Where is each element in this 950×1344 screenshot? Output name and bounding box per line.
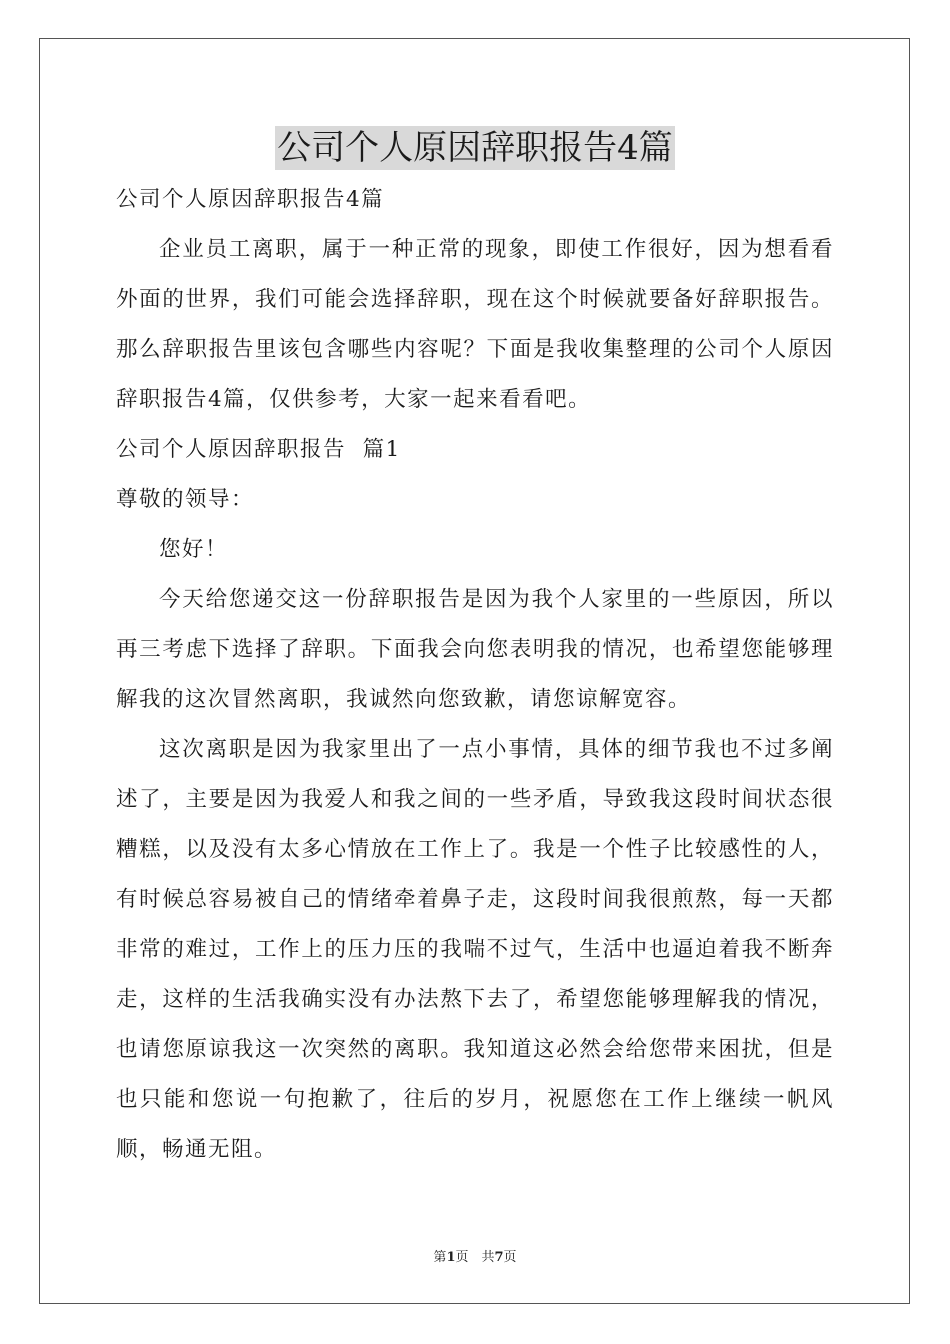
intro-paragraph: 企业员工离职，属于一种正常的现象，即使工作很好，因为想看看外面的世界，我们可能会选择辞职，现在这个时候就要备好辞职报告。那么辞职报告里该包含哪些内容呢？下面是我收集整理的公司个人原因辞职报告4篇，仅供参考，大家一起来看看吧。 <box>116 237 834 412</box>
document-subtitle: 公司个人原因辞职报告4篇 <box>116 187 385 212</box>
footer-prefix: 第 <box>433 1250 447 1265</box>
salutation: 尊敬的领导： <box>116 487 255 512</box>
footer-mid: 页 共 <box>455 1250 495 1265</box>
footer-current-page: 1 <box>446 1250 456 1265</box>
body-paragraph-2: 这次离职是因为我家里出了一点小事情，具体的细节我也不过多阐述了，主要是因为我爱人和我之间的一些矛盾，导致我这段时间状态很糟糕，以及没有太多心情放在工作上了。我是一个性子比较感性的人，有时候总容易被自己的情绪牵着鼻子走，这段时间我很煎熬，每一天都非常的难过，工作上的压力压的我喘不过气，生活中也逼迫着我不断奔走，这样的生活我确实没有办法熬下去了，希望您能够理解我的情况，也请您原谅我这一次突然的离职。我知道这必然会给您带来困扰，但是也只能和您说一句抱歉了，往后的岁月，祝愿您在工作上继续一帆风顺，畅通无阻。 <box>116 737 834 1162</box>
section-heading: 公司个人原因辞职报告 篇1 <box>116 437 401 462</box>
title-container <box>0 126 950 170</box>
footer-total-pages: 7 <box>494 1250 504 1265</box>
greeting: 您好！ <box>159 537 229 562</box>
document-body <box>116 175 834 1175</box>
document-title: 公司个人原因辞职报告4篇 <box>277 128 673 168</box>
body-paragraph-1: 今天给您递交这一份辞职报告是因为我个人家里的一些原因，所以再三考虑下选择了辞职。下面我会向您表明我的情况，也希望您能够理解我的这次冒然离职，我诚然向您致歉，请您谅解宽容。 <box>116 587 834 712</box>
page-footer <box>0 1246 950 1265</box>
footer-suffix: 页 <box>503 1250 517 1265</box>
